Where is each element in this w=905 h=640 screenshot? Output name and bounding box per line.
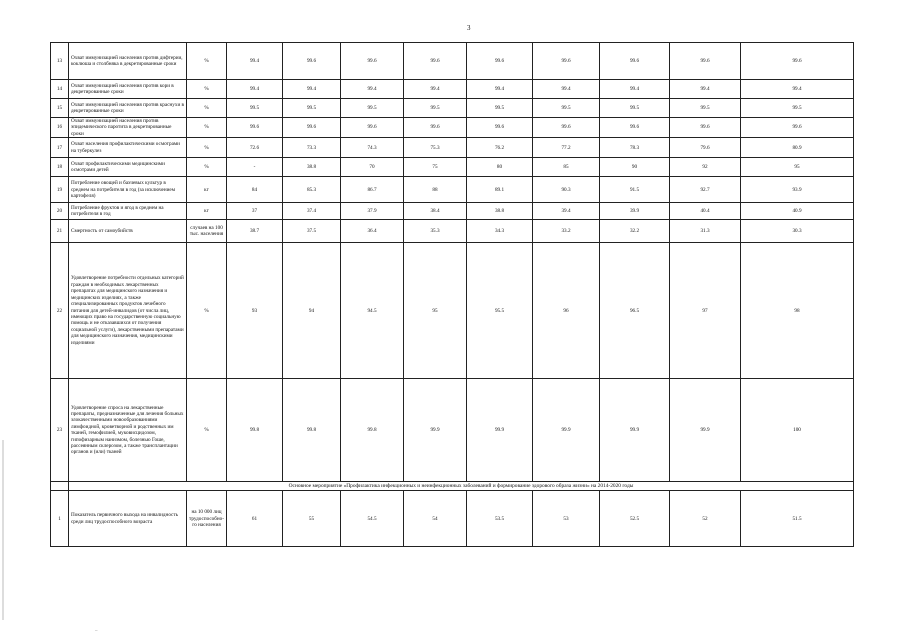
value-cell: 99.5	[600, 99, 670, 118]
unit-cell: %	[187, 158, 227, 177]
value-cell: 99.6	[404, 118, 467, 138]
table-row	[51, 243, 854, 379]
value-cell: 99.6	[467, 43, 533, 80]
row-number: 22	[51, 243, 69, 379]
value-cell: 70	[341, 158, 404, 177]
value-cell: 54	[404, 491, 467, 547]
value-cell: 39.4	[533, 203, 600, 220]
value-cell: 74.3	[341, 138, 404, 158]
value-cell: 36.4	[341, 220, 404, 243]
value-cell: 99.9	[533, 379, 600, 482]
value-cell: 99.6	[741, 43, 854, 80]
unit-cell: на 10 000 лиц трудоспособно-го населения	[187, 491, 227, 547]
value-cell: 84	[227, 177, 283, 203]
row-number: 23	[51, 379, 69, 482]
page-number: 3	[467, 24, 471, 32]
table-row	[51, 118, 854, 138]
row-number: 17	[51, 138, 69, 158]
value-cell: 37.4	[283, 203, 341, 220]
value-cell: 99.4	[741, 80, 854, 99]
table-row	[51, 80, 854, 99]
value-cell: 99.5	[404, 99, 467, 118]
table-row	[51, 220, 854, 243]
value-cell: 85	[533, 158, 600, 177]
table-body	[51, 43, 854, 547]
row-number: 20	[51, 203, 69, 220]
indicator-name: Охват иммунизацией населения против эпидемического паротита в декретированные сроки	[69, 118, 187, 138]
value-cell: 40.9	[741, 203, 854, 220]
value-cell: 99.6	[341, 43, 404, 80]
value-cell: 99.5	[283, 99, 341, 118]
value-cell: 52	[670, 491, 741, 547]
value-cell: 99.6	[533, 43, 600, 80]
indicator-name: Охват профилактическими медицинскими осмотрами детей	[69, 158, 187, 177]
value-cell: 99.9	[600, 379, 670, 482]
row-number: 13	[51, 43, 69, 80]
value-cell: 53.5	[467, 491, 533, 547]
value-cell: 98	[741, 243, 854, 379]
row-number: 14	[51, 80, 69, 99]
value-cell: 77.2	[533, 138, 600, 158]
row-number: 18	[51, 158, 69, 177]
value-cell: 99.4	[670, 80, 741, 99]
value-cell: 76.2	[467, 138, 533, 158]
value-cell: 55	[283, 491, 341, 547]
row-number: 15	[51, 99, 69, 118]
value-cell: 61	[227, 491, 283, 547]
value-cell: 37.5	[283, 220, 341, 243]
table-row	[51, 177, 854, 203]
value-cell: 99.6	[600, 118, 670, 138]
value-cell: 99.4	[467, 80, 533, 99]
value-cell: 99.5	[227, 99, 283, 118]
value-cell: 85.3	[283, 177, 341, 203]
value-cell: 99.8	[283, 379, 341, 482]
value-cell: 99.9	[670, 379, 741, 482]
value-cell: 38.8	[283, 158, 341, 177]
value-cell: 51.5	[741, 491, 854, 547]
value-cell: 90	[600, 158, 670, 177]
value-cell: 39.9	[600, 203, 670, 220]
value-cell: 53	[533, 491, 600, 547]
unit-cell: %	[187, 43, 227, 80]
value-cell: 95	[404, 243, 467, 379]
value-cell: 32.2	[600, 220, 670, 243]
value-cell: 99.8	[227, 379, 283, 482]
value-cell: 99.5	[467, 99, 533, 118]
value-cell: 99.6	[670, 118, 741, 138]
value-cell: 37.9	[341, 203, 404, 220]
value-cell: 99.4	[533, 80, 600, 99]
value-cell: 99.9	[467, 379, 533, 482]
value-cell: -	[227, 158, 283, 177]
value-cell: 75	[404, 158, 467, 177]
value-cell: 37	[227, 203, 283, 220]
unit-cell: случаев на 100 тыс. населения	[187, 220, 227, 243]
value-cell: 54.5	[341, 491, 404, 547]
unit-cell: %	[187, 138, 227, 158]
value-cell: 97	[670, 243, 741, 379]
table-row	[51, 491, 854, 547]
indicator-name: Показатель первичного выхода на инвалидность среди лиц трудоспособного возраста	[69, 491, 187, 547]
unit-cell: %	[187, 99, 227, 118]
value-cell: 90.3	[533, 177, 600, 203]
value-cell: 99.5	[341, 99, 404, 118]
value-cell: 99.6	[283, 43, 341, 80]
row-number: 21	[51, 220, 69, 243]
value-cell: 79.6	[670, 138, 741, 158]
indicator-name: Охват иммунизацией населения против кори в декретированные сроки	[69, 80, 187, 99]
unit-cell: кг	[187, 203, 227, 220]
value-cell: 99.9	[404, 379, 467, 482]
indicator-name: Удовлетворение потребности отдельных категорий граждан в необходимых лекарственных препаратах для медицинского назначения и медицинских изделиях, а также специализированных продуктов лечебного питания для детей-инвалидов (от числа лиц, имеющих право на государственную социальную помощь и не отказавшихся от получения социальной услуги), лекарственными препаратами для медицинского назначения, медицинскими изделиями	[69, 243, 187, 379]
value-cell: 99.5	[533, 99, 600, 118]
table-row	[51, 99, 854, 118]
unit-cell: %	[187, 379, 227, 482]
indicator-name: Смертность от самоубийств	[69, 220, 187, 243]
value-cell: 95	[741, 158, 854, 177]
value-cell: 40.4	[670, 203, 741, 220]
value-cell: 89.1	[467, 177, 533, 203]
value-cell: 99.5	[741, 99, 854, 118]
value-cell: 31.3	[670, 220, 741, 243]
value-cell: 38.8	[467, 203, 533, 220]
value-cell: 99.6	[741, 118, 854, 138]
value-cell: 96.5	[600, 243, 670, 379]
value-cell: 30.3	[741, 220, 854, 243]
value-cell: 78.3	[600, 138, 670, 158]
table-row	[51, 158, 854, 177]
value-cell: 95.5	[467, 243, 533, 379]
table-row	[51, 203, 854, 220]
value-cell: 99.6	[533, 118, 600, 138]
value-cell: 94.5	[341, 243, 404, 379]
value-cell: 96	[533, 243, 600, 379]
value-cell: 99.4	[227, 80, 283, 99]
value-cell: 99.6	[227, 118, 283, 138]
section-title: Основное мероприятие «Профилактика инфекционных и неинфекционных заболеваний и формирование здорового образа жизни» на 2014-2020 годы	[69, 482, 854, 491]
value-cell: 94	[283, 243, 341, 379]
value-cell: 100	[741, 379, 854, 482]
value-cell: 99.6	[341, 118, 404, 138]
value-cell: 75.3	[404, 138, 467, 158]
value-cell: 80.9	[741, 138, 854, 158]
value-cell: 80	[467, 158, 533, 177]
indicator-name: Потребление овощей и бахчевых культур в среднем на потребителя в год (за исключением картофеля)	[69, 177, 187, 203]
unit-cell: кг	[187, 177, 227, 203]
table-row	[51, 379, 854, 482]
section-header-row	[51, 482, 854, 491]
unit-cell: %	[187, 118, 227, 138]
value-cell: 86.7	[341, 177, 404, 203]
value-cell: 93.9	[741, 177, 854, 203]
value-cell: 91.5	[600, 177, 670, 203]
row-number: 16	[51, 118, 69, 138]
value-cell: 99.4	[341, 80, 404, 99]
value-cell: 38.4	[404, 203, 467, 220]
value-cell: 99.4	[227, 43, 283, 80]
value-cell: 99.6	[283, 118, 341, 138]
value-cell: 38.7	[227, 220, 283, 243]
value-cell: 34.3	[467, 220, 533, 243]
value-cell: 99.4	[600, 80, 670, 99]
value-cell: 99.6	[670, 43, 741, 80]
scan-edge-mark	[2, 440, 4, 620]
value-cell: 52.5	[600, 491, 670, 547]
value-cell: 33.2	[533, 220, 600, 243]
value-cell: 93	[227, 243, 283, 379]
table-row	[51, 43, 854, 80]
row-number: 19	[51, 177, 69, 203]
value-cell: 99.6	[404, 43, 467, 80]
value-cell: 73.3	[283, 138, 341, 158]
scan-mark: –	[95, 629, 98, 634]
value-cell: 92	[670, 158, 741, 177]
indicator-name: Удовлетворение спроса на лекарственные препараты, предназначенные для лечения больных злокачественными новообразованиями лимфоидной, кроветворной и родственных им тканей, гемофилией, муковисцидозом, гипофизарным нанизмом, болезнью Гоше, рассеянным склерозом, а также трансплантации органов и (или) тканей	[69, 379, 187, 482]
value-cell: 99.4	[283, 80, 341, 99]
indicators-table	[50, 42, 854, 547]
value-cell: 99.4	[404, 80, 467, 99]
row-number: 1	[51, 491, 69, 547]
indicator-name: Охват иммунизацией населения против краснухи в декретированные сроки	[69, 99, 187, 118]
indicator-name: Охват населения профилактическими осмотрами на туберкулез	[69, 138, 187, 158]
value-cell: 99.6	[467, 118, 533, 138]
indicator-name: Охват иммунизацией населения против дифтерии, коклюша и столбняка в декретированные сроки	[69, 43, 187, 80]
table-row	[51, 138, 854, 158]
value-cell: 99.8	[341, 379, 404, 482]
value-cell: 72.6	[227, 138, 283, 158]
value-cell: 35.3	[404, 220, 467, 243]
value-cell: 99.5	[670, 99, 741, 118]
value-cell: 88	[404, 177, 467, 203]
unit-cell: %	[187, 243, 227, 379]
indicator-name: Потребление фруктов и ягод в среднем на потребителя в год	[69, 203, 187, 220]
value-cell: 99.6	[600, 43, 670, 80]
unit-cell: %	[187, 80, 227, 99]
value-cell: 92.7	[670, 177, 741, 203]
